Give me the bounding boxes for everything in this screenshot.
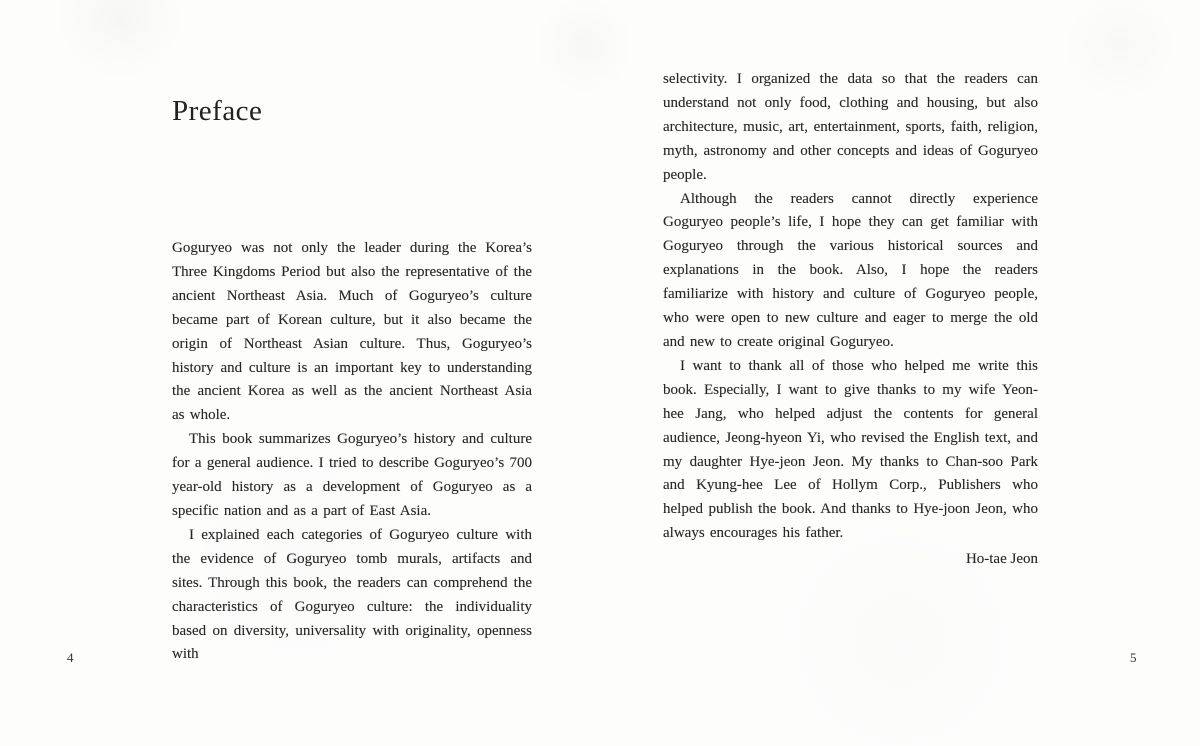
right-page-text-column — [663, 68, 1038, 546]
left-page-text-column — [172, 237, 532, 667]
page-number-left: 4 — [67, 650, 74, 665]
page-title: Preface — [172, 95, 263, 128]
paragraph: selectivity. I organized the data so that the readers can understand not only food, clothing and housing, but also architecture, music, art, entertainment, sports, faith, religion, myth, astronomy and other concepts and ideas of Goguryeo people. — [663, 71, 1038, 183]
paragraph: This book summarizes Goguryeo’s history and culture for a general audience. I tried to describe Goguryeo’s 700 year-old history as a development of Goguryeo as a specific nation and as a part of East Asia. — [172, 431, 532, 519]
paragraph: Although the readers cannot directly experience Goguryeo people’s life, I hope they can get familiar with Goguryeo through the various historical sources and explanations in the book. Also, I hope the readers familiarize with history and culture of Goguryeo people, who were open to new culture and eager to merge the old and new to create original Goguryeo. — [663, 190, 1038, 350]
paragraph: I want to thank all of those who helped me write this book. Especially, I want to give thanks to my wife Yeon-hee Jang, who helped adjust the contents for general audience, Jeong-hyeon Yi, who revised the English text, and my daughter Hye-jeon Jeon. My thanks to Chan-soo Park and Kyung-hee Lee of Hollym Corp., Publishers who helped publish the book. And thanks to Hye-joon Jeon, who always encourages his father. — [663, 357, 1038, 542]
page-number-right: 5 — [1130, 650, 1137, 665]
paragraph: Goguryeo was not only the leader during the Korea’s Three Kingdoms Period but also the representative of the ancient Northeast Asia. Much of Goguryeo’s culture became part of Korean culture, but it also became the origin of Northeast Asian culture. Thus, Goguryeo’s history and culture is an important key to understanding the ancient Korea as well as the ancient Northeast Asia as whole. — [172, 240, 532, 424]
paragraph: I explained each categories of Goguryeo culture with the evidence of Goguryeo tomb murals, artifacts and sites. Through this book, the readers can comprehend the characteristics of Goguryeo culture: the individuality based on diversity, universality with originality, openness with — [172, 526, 532, 663]
author-signature: Ho-tae Jeon — [965, 551, 1038, 567]
